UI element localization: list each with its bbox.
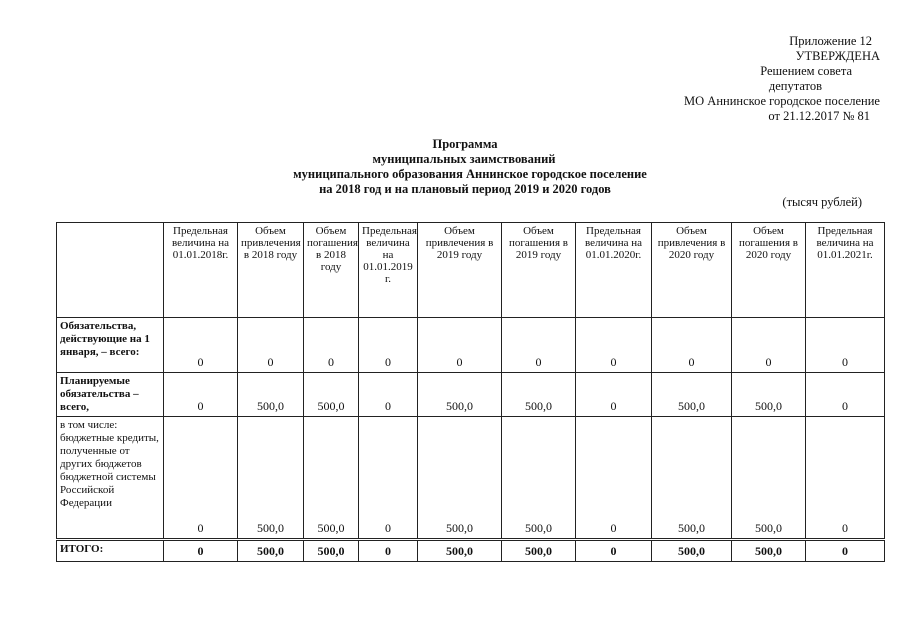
table-cell: 0 <box>164 318 238 373</box>
title-line-3: муниципального образования Аннинское городское поселение <box>293 167 647 181</box>
total-cell: 500,0 <box>502 540 576 562</box>
header-cell: Предельная величина на 01.01.2020г. <box>576 223 652 318</box>
row-label: Обязательства, действующие на 1 января, – всего: <box>57 318 164 373</box>
header-cell: Объем погашения в 2020 году <box>732 223 806 318</box>
table-cell: 500,0 <box>502 417 576 540</box>
total-cell: 500,0 <box>304 540 359 562</box>
table-cell: 0 <box>806 318 885 373</box>
table-cell: 0 <box>359 417 418 540</box>
table-cell: 0 <box>652 318 732 373</box>
table-cell: 0 <box>502 318 576 373</box>
table-cell: 0 <box>359 373 418 417</box>
table-cell: 500,0 <box>418 417 502 540</box>
decision-label: Решением совета <box>760 64 852 78</box>
table-cell: 500,0 <box>304 417 359 540</box>
header-cell: Объем погашения в 2018 году <box>304 223 359 318</box>
table-cell: 500,0 <box>418 373 502 417</box>
table-cell: 500,0 <box>652 417 732 540</box>
deputies-label: депутатов <box>768 79 822 93</box>
header-cell: Объем погашения в 2019 году <box>502 223 576 318</box>
table-cell: 500,0 <box>238 373 304 417</box>
table-cell: 0 <box>576 417 652 540</box>
row-label: в том числе: бюджетные кредиты, полученные от других бюджетов бюджетной системы Российской Федерации <box>57 417 164 540</box>
table-cell: 0 <box>359 318 418 373</box>
total-label: ИТОГО: <box>57 540 164 562</box>
table-cell: 0 <box>238 318 304 373</box>
municipality-label: МО Аннинское городское поселение <box>684 94 880 108</box>
table-cell: 500,0 <box>502 373 576 417</box>
table-cell: 500,0 <box>238 417 304 540</box>
table-cell: 500,0 <box>732 373 806 417</box>
table-cell: 0 <box>304 318 359 373</box>
total-cell: 500,0 <box>238 540 304 562</box>
table-cell: 0 <box>164 373 238 417</box>
appendix-number: Приложение 12 <box>789 34 872 48</box>
title-line-1: Программа <box>432 137 498 151</box>
table-cell: 0 <box>576 373 652 417</box>
approval-block <box>620 34 880 124</box>
header-cell <box>57 223 164 318</box>
table-row <box>57 373 885 417</box>
row-label: Планируемые обязательства – всего, <box>57 373 164 417</box>
header-cell: Объем привлечения в 2020 году <box>652 223 732 318</box>
title-line-4: на 2018 год и на плановый период 2019 и 2020 годов <box>319 182 611 196</box>
table-cell: 0 <box>732 318 806 373</box>
total-cell: 0 <box>164 540 238 562</box>
table-cell: 0 <box>576 318 652 373</box>
table-cell: 0 <box>164 417 238 540</box>
total-cell: 500,0 <box>652 540 732 562</box>
borrowing-table <box>56 222 885 562</box>
table-cell: 0 <box>806 373 885 417</box>
table-row <box>57 318 885 373</box>
units-label: (тысяч рублей) <box>782 195 862 209</box>
table-cell: 500,0 <box>304 373 359 417</box>
header-cell: Объем привлечения в 2019 году <box>418 223 502 318</box>
total-cell: 0 <box>806 540 885 562</box>
total-cell: 0 <box>576 540 652 562</box>
total-cell: 500,0 <box>732 540 806 562</box>
table-total-row <box>57 540 885 562</box>
table-cell: 500,0 <box>732 417 806 540</box>
header-cell: Объем привлечения в 2018 году <box>238 223 304 318</box>
title-line-2: муниципальных заимствований <box>372 152 556 166</box>
table-row <box>57 417 885 540</box>
header-cell: Предельная величина на 01.01.2021г. <box>806 223 885 318</box>
table-cell: 500,0 <box>652 373 732 417</box>
decision-date: от 21.12.2017 № 81 <box>768 109 870 123</box>
approved-label: УТВЕРЖДЕНА <box>795 49 880 63</box>
header-cell: Предельная величина на 01.01.2018г. <box>164 223 238 318</box>
table-header-row <box>57 223 885 318</box>
table-cell: 0 <box>418 318 502 373</box>
total-cell: 0 <box>359 540 418 562</box>
table-cell: 0 <box>806 417 885 540</box>
document-title <box>0 137 900 197</box>
total-cell: 500,0 <box>418 540 502 562</box>
header-cell: Предельная величина на 01.01.2019 г. <box>359 223 418 318</box>
